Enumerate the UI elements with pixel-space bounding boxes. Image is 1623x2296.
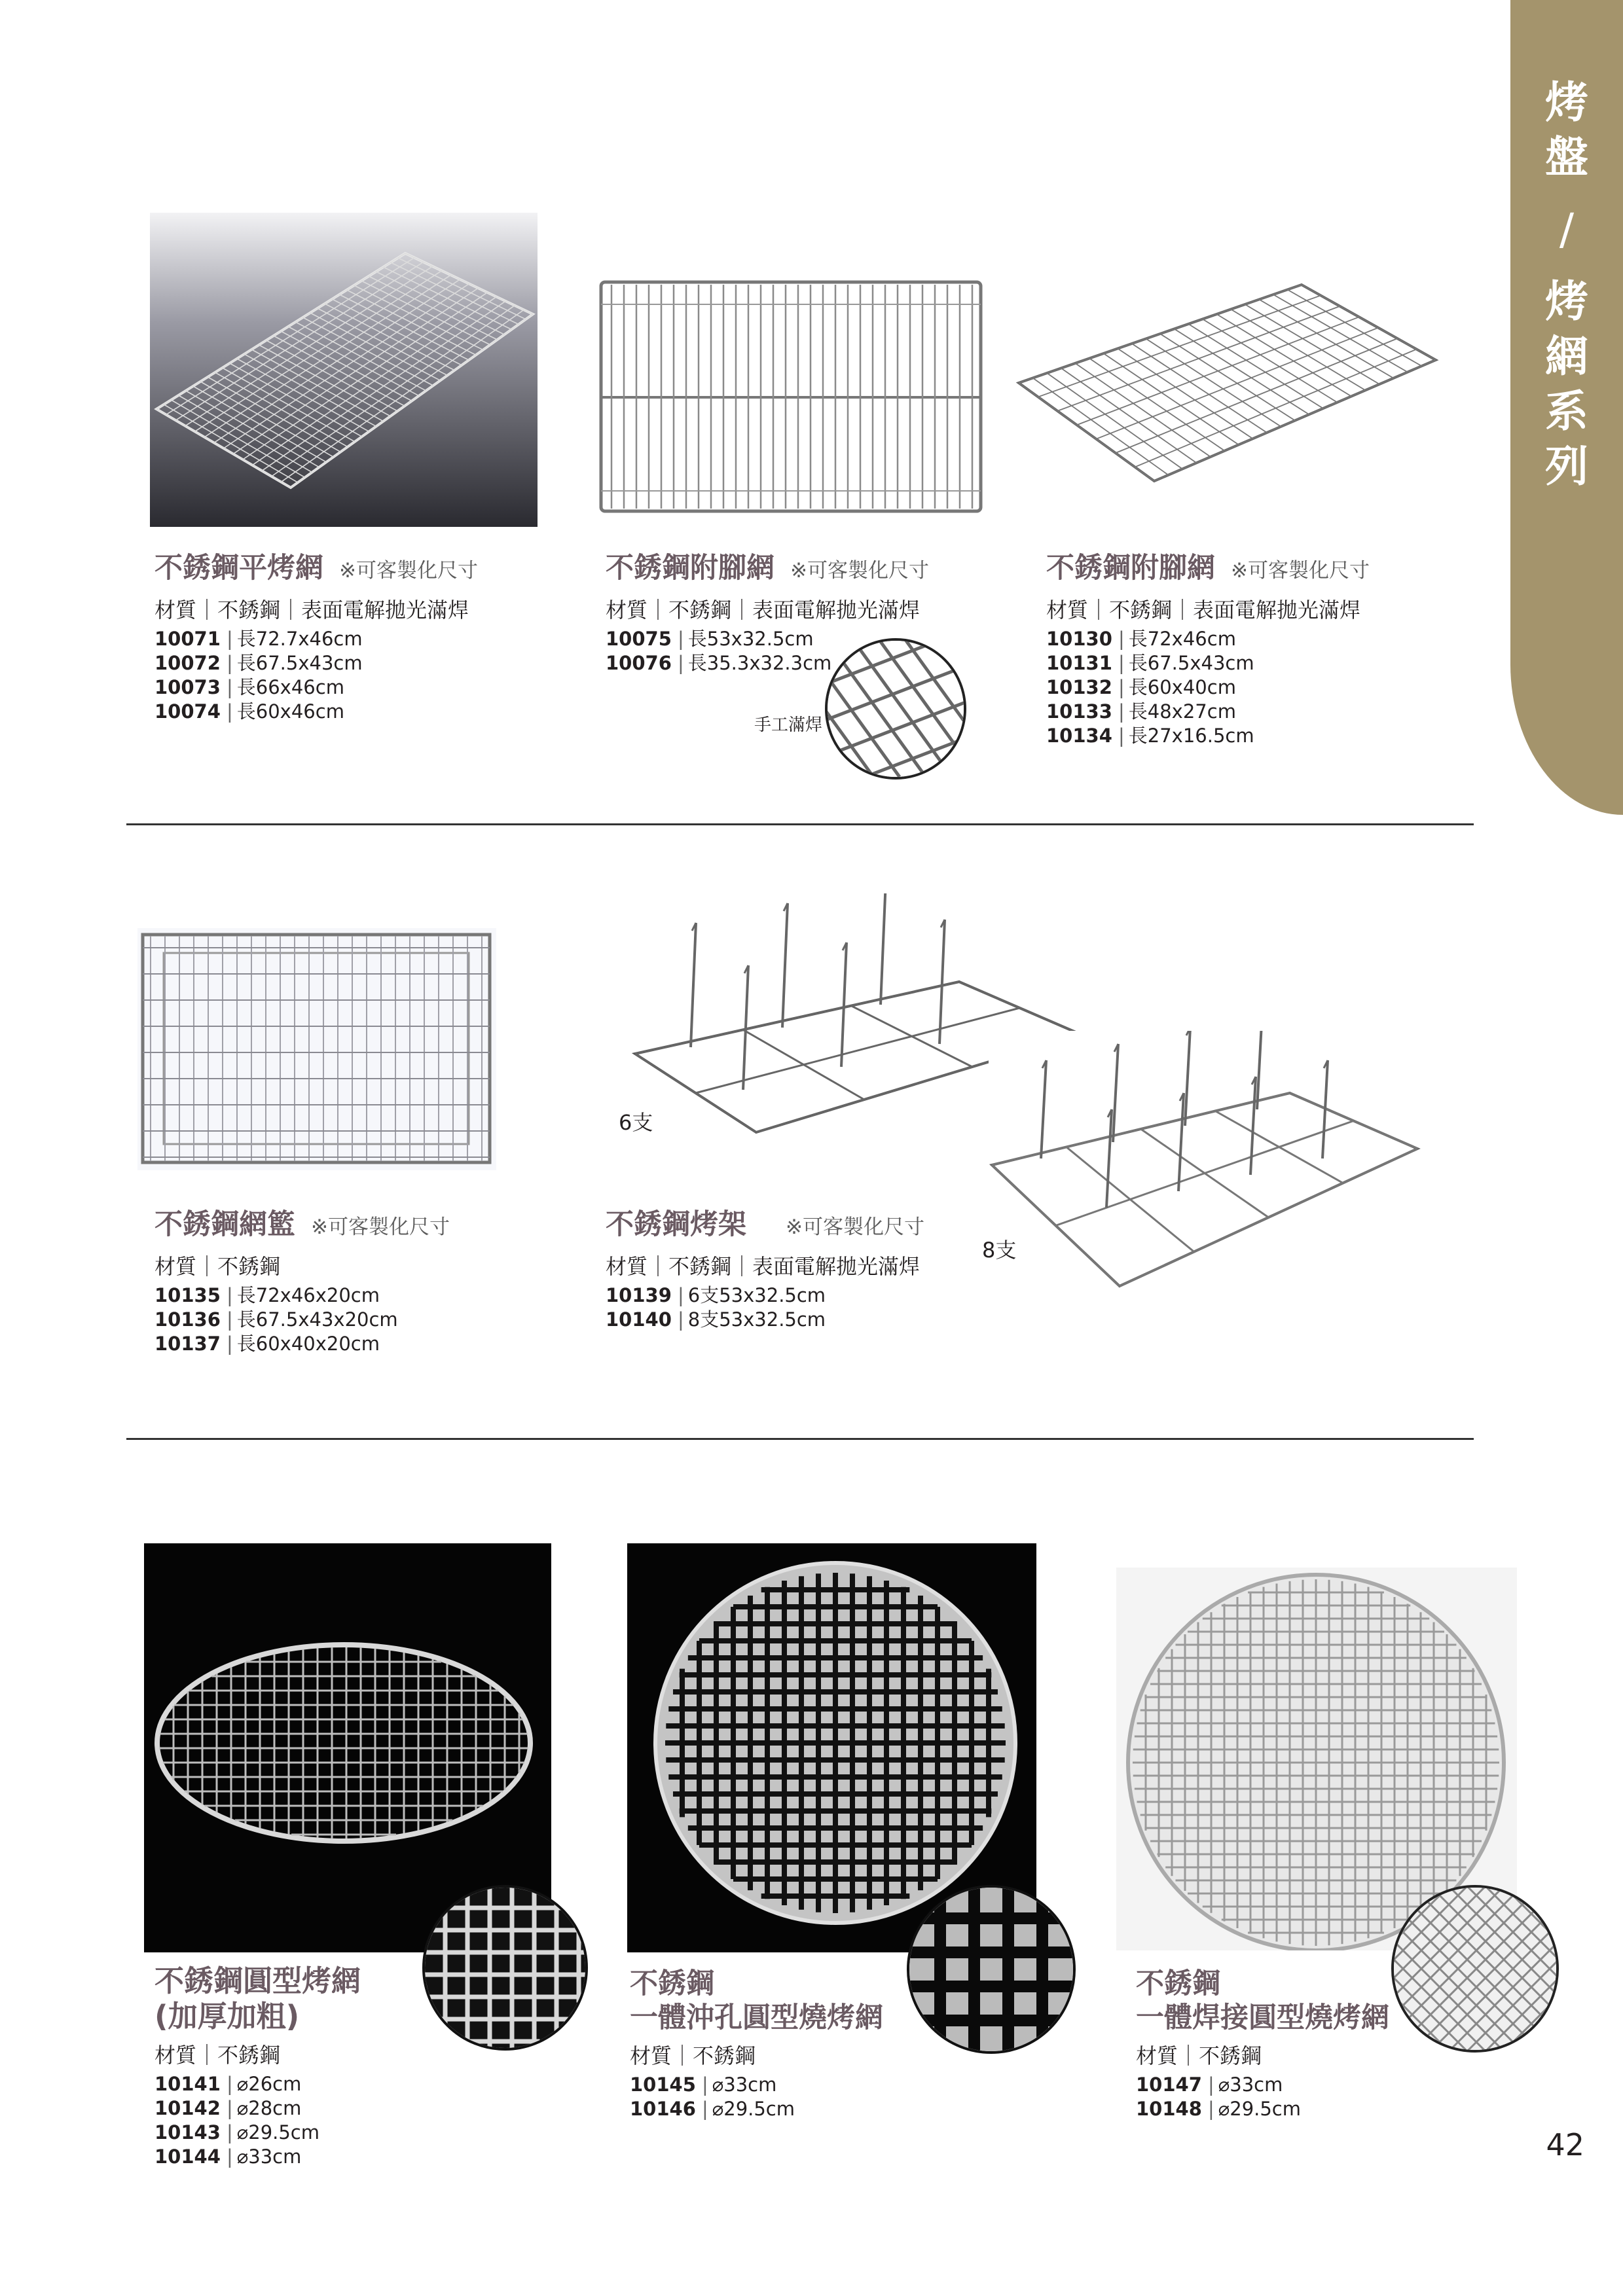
page-number: 42	[1546, 2127, 1584, 2162]
punched-net-detail-circle	[907, 1885, 1076, 2054]
spec-row: 10072 | 長67.5x43cm	[155, 652, 363, 674]
product-material: 材質｜不銹鋼｜表面電解拋光滿焊	[1046, 598, 1361, 622]
spec-row: 10135 | 長72x46x20cm	[155, 1284, 380, 1306]
spec-row: 10146 | ⌀29.5cm	[630, 2098, 795, 2120]
spec-list	[606, 627, 929, 675]
spec-size: 長66x46cm	[236, 676, 344, 698]
spec-size: ⌀29.5cm	[712, 2098, 795, 2120]
product-material: 材質｜不銹鋼｜表面電解拋光滿焊	[155, 598, 469, 622]
spec-code: 10134	[1046, 725, 1112, 747]
spec-code: 10146	[630, 2098, 696, 2120]
spec-code: 10135	[155, 1284, 221, 1306]
spec-list	[630, 2073, 883, 2121]
product-material: 材質｜不銹鋼	[630, 2043, 756, 2068]
spec-row: 10142 | ⌀28cm	[155, 2097, 302, 2119]
product-subtitle: 一體沖孔圓型燒烤網	[630, 2001, 883, 2034]
spec-code: 10075	[606, 628, 672, 650]
product-subtitle: 一體焊接圓型燒烤網	[1136, 2001, 1389, 2034]
spec-code: 10130	[1046, 628, 1112, 650]
product-name: 不銹鋼附腳網	[606, 552, 775, 584]
spec-row: 10073 | 長66x46cm	[155, 676, 344, 698]
spec-code: 10143	[155, 2121, 221, 2144]
spec-row: 10074 | 長60x46cm	[155, 700, 344, 723]
tab-char: 烤	[1545, 77, 1588, 128]
spec-size: 長27x16.5cm	[1128, 725, 1254, 747]
product-name: 不銹鋼烤架	[606, 1208, 746, 1241]
wire-basket-photo	[137, 928, 496, 1170]
product-title	[155, 1206, 450, 1246]
spec-code: 10136	[155, 1308, 221, 1331]
product-punched-grill-net	[630, 1967, 883, 2121]
spec-code: 10137	[155, 1333, 221, 1355]
footed-rack-photo-2	[1013, 268, 1439, 514]
product-footed-rack-b	[1046, 550, 1370, 748]
spec-code: 10144	[155, 2145, 221, 2168]
spec-size: 長35.3x32.3cm	[687, 652, 832, 674]
spec-size: 長72x46cm	[1128, 628, 1236, 650]
hand-welding-label: 手工滿焊	[754, 715, 823, 735]
spec-size: ⌀26cm	[236, 2073, 302, 2095]
custom-size-note: ※可客製化尺寸	[786, 1215, 924, 1239]
spec-code: 10139	[606, 1284, 672, 1306]
spec-list	[155, 627, 478, 724]
category-tab	[1510, 0, 1623, 815]
tab-char: 列	[1545, 441, 1588, 492]
spec-code: 10133	[1046, 700, 1112, 723]
spec-size: 長67.5x43cm	[236, 652, 363, 674]
custom-size-note: ※可客製化尺寸	[1231, 559, 1370, 583]
product-material: 材質｜不銹鋼	[155, 2043, 281, 2068]
spec-size: 長67.5x43x20cm	[236, 1308, 398, 1331]
spec-code: 10131	[1046, 652, 1112, 674]
spec-code: 10071	[155, 628, 221, 650]
tab-char: 盤	[1545, 132, 1588, 183]
product-name: 不銹鋼附腳網	[1046, 552, 1215, 584]
spec-row: 10133 | 長48x27cm	[1046, 700, 1236, 723]
spec-code: 10074	[155, 700, 221, 723]
spec-size: ⌀33cm	[236, 2145, 302, 2168]
flat-grill-rack-photo	[150, 213, 538, 527]
product-title	[155, 550, 478, 589]
product-name: 不銹鋼	[630, 1967, 714, 2000]
skewer-rack-8-photo	[989, 1031, 1421, 1289]
spec-row: 10132 | 長60x40cm	[1046, 676, 1236, 698]
spec-code: 10072	[155, 652, 221, 674]
six-skewer-label: 6支	[619, 1110, 653, 1135]
spec-code: 10073	[155, 676, 221, 698]
spec-row: 10076 | 長35.3x32.3cm	[606, 652, 832, 674]
spec-code: 10148	[1136, 2098, 1202, 2120]
product-footed-rack-a	[606, 550, 929, 675]
tab-char: 烤	[1545, 276, 1588, 327]
spec-code: 10141	[155, 2073, 221, 2095]
spec-size: 6支53x32.5cm	[687, 1284, 826, 1306]
spec-size: 8支53x32.5cm	[687, 1308, 826, 1331]
spec-list	[155, 1283, 450, 1356]
product-title	[1046, 550, 1370, 589]
spec-size: 長60x40x20cm	[236, 1333, 380, 1355]
custom-size-note: ※可客製化尺寸	[790, 559, 929, 583]
spec-row: 10071 | 長72.7x46cm	[155, 628, 363, 650]
product-material: 材質｜不銹鋼｜表面電解拋光滿焊	[606, 1254, 921, 1279]
spec-code: 10142	[155, 2097, 221, 2119]
spec-size: 長60x46cm	[236, 700, 344, 723]
spec-row: 10141 | ⌀26cm	[155, 2073, 302, 2095]
spec-size: ⌀29.5cm	[1218, 2098, 1302, 2120]
spec-row: 10140 | 8支53x32.5cm	[606, 1308, 826, 1331]
spec-code: 10076	[606, 652, 672, 674]
spec-row: 10134 | 長27x16.5cm	[1046, 725, 1254, 747]
category-tab-text	[1510, 75, 1623, 494]
product-wire-basket	[155, 1206, 450, 1356]
section-divider	[126, 1438, 1474, 1440]
tab-char: 網	[1545, 331, 1588, 382]
product-name: 不銹鋼網籃	[155, 1208, 295, 1241]
custom-size-note: ※可客製化尺寸	[311, 1215, 450, 1239]
product-title	[606, 1206, 924, 1246]
spec-row: 10143 | ⌀29.5cm	[155, 2121, 320, 2144]
product-title	[155, 1964, 361, 2034]
custom-size-note: ※可客製化尺寸	[339, 559, 478, 583]
spec-row: 10136 | 長67.5x43x20cm	[155, 1308, 398, 1331]
spec-row: 10148 | ⌀29.5cm	[1136, 2098, 1302, 2120]
spec-size: 長67.5x43cm	[1128, 652, 1254, 674]
spec-row: 10145 | ⌀33cm	[630, 2073, 777, 2096]
spec-code: 10140	[606, 1308, 672, 1331]
spec-list	[155, 2072, 361, 2169]
tab-char: /	[1559, 204, 1575, 255]
product-flat-grill-rack	[155, 550, 478, 724]
product-title	[630, 1967, 883, 2035]
product-skewer-rack	[606, 1206, 924, 1332]
spec-size: 長60x40cm	[1128, 676, 1236, 698]
spec-size: 長53x32.5cm	[687, 628, 814, 650]
footed-rack-photo-1	[597, 278, 985, 517]
welded-net-detail-circle	[1391, 1885, 1559, 2053]
tab-char: 系	[1545, 386, 1588, 437]
spec-size: 長72x46x20cm	[236, 1284, 380, 1306]
spec-row: 10147 | ⌀33cm	[1136, 2073, 1283, 2096]
spec-list	[606, 1283, 924, 1332]
spec-size: 長72.7x46cm	[236, 628, 363, 650]
spec-list	[1136, 2073, 1389, 2121]
product-name: 不銹鋼平烤網	[155, 552, 323, 584]
spec-size: 長48x27cm	[1128, 700, 1236, 723]
section-divider	[126, 823, 1474, 825]
spec-row: 10137 | 長60x40x20cm	[155, 1333, 380, 1355]
product-title	[606, 550, 929, 589]
spec-row: 10075 | 長53x32.5cm	[606, 628, 814, 650]
spec-size: ⌀28cm	[236, 2097, 302, 2119]
product-welded-grill-net	[1136, 1967, 1389, 2121]
product-material: 材質｜不銹鋼｜表面電解拋光滿焊	[606, 598, 921, 622]
spec-row: 10131 | 長67.5x43cm	[1046, 652, 1254, 674]
product-material: 材質｜不銹鋼	[155, 1254, 281, 1279]
product-material: 材質｜不銹鋼	[1136, 2043, 1262, 2068]
spec-code: 10147	[1136, 2073, 1202, 2096]
spec-row: 10130 | 長72x46cm	[1046, 628, 1236, 650]
product-round-grill-net	[155, 1964, 361, 2169]
spec-list	[1046, 627, 1370, 748]
spec-size: ⌀33cm	[1218, 2073, 1283, 2096]
eight-skewer-label: 8支	[982, 1238, 1017, 1263]
round-net-detail-circle	[422, 1885, 588, 2051]
product-name: 不銹鋼圓型烤網	[155, 1964, 361, 1998]
product-title	[1136, 1967, 1389, 2035]
spec-row: 10144 | ⌀33cm	[155, 2145, 302, 2168]
spec-code: 10145	[630, 2073, 696, 2096]
spec-size: ⌀33cm	[712, 2073, 777, 2096]
spec-row: 10139 | 6支53x32.5cm	[606, 1284, 826, 1306]
product-subtitle: (加厚加粗)	[155, 1999, 300, 2034]
spec-size: ⌀29.5cm	[236, 2121, 320, 2144]
spec-code: 10132	[1046, 676, 1112, 698]
product-name: 不銹鋼	[1136, 1967, 1220, 2000]
